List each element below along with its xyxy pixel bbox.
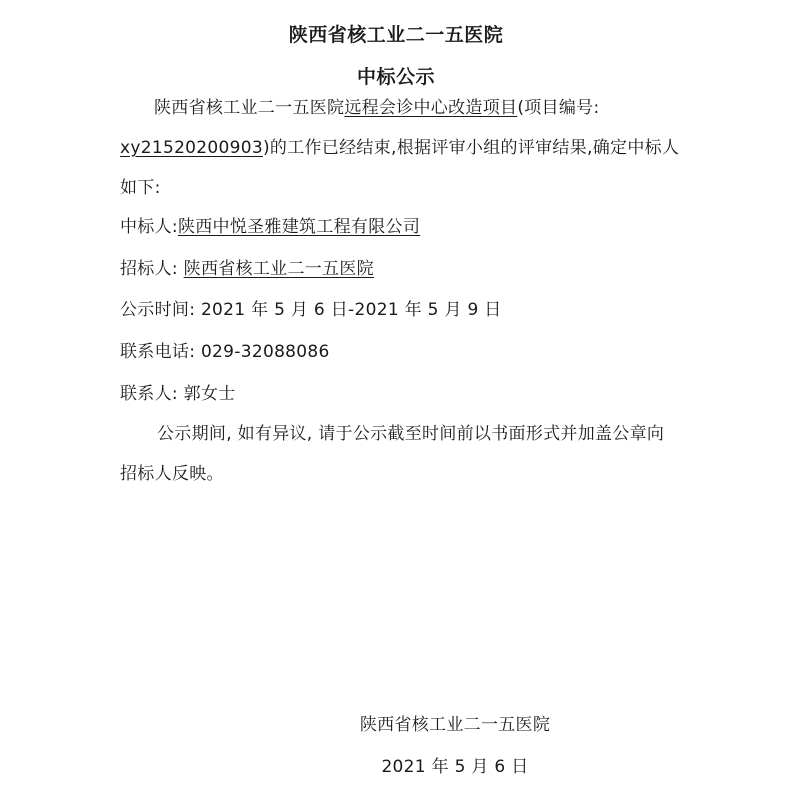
winner-line bbox=[120, 212, 420, 237]
organization-title: 陕西省核工业二一五医院 bbox=[288, 24, 504, 46]
phone-label: 联系电话: bbox=[120, 342, 201, 362]
contact-line bbox=[120, 379, 236, 404]
signature-date: 2021 年 5 月 6 日 bbox=[381, 757, 529, 777]
intro-suffix: )的工作已经结束,根据评审小组的评审结果,确定中标人如下: bbox=[120, 138, 680, 198]
winner-label: 中标人: bbox=[120, 217, 178, 237]
project-number: xy21520200903 bbox=[120, 138, 263, 158]
project-name: 远程会诊中心改造项目 bbox=[344, 98, 518, 118]
phone-value: 029-32088086 bbox=[200, 342, 330, 362]
intro-prefix: 陕西省核工业二一五医院 bbox=[154, 98, 345, 118]
objection-note: 公示期间, 如有异议, 请于公示截至时间前以书面形式并加盖公章向招标人反映。 bbox=[120, 424, 665, 484]
period-line bbox=[120, 295, 502, 320]
intro-mid: (项目编号: bbox=[517, 98, 600, 118]
signature-org: 陕西省核工业二一五医院 bbox=[359, 715, 551, 735]
winner-value: 陕西中悦圣雅建筑工程有限公司 bbox=[177, 217, 421, 237]
notice-title: 中标公示 bbox=[356, 66, 435, 88]
tenderer-label: 招标人: bbox=[120, 259, 184, 279]
period-value: 2021 年 5 月 6 日-2021 年 5 月 9 日 bbox=[200, 300, 502, 320]
contact-value: 郭女士 bbox=[183, 384, 236, 404]
tenderer-value: 陕西省核工业二一五医院 bbox=[183, 259, 374, 279]
tenderer-line bbox=[120, 254, 374, 279]
contact-label: 联系人: bbox=[120, 384, 184, 404]
period-label: 公示时间: bbox=[120, 300, 201, 320]
phone-line bbox=[120, 337, 330, 362]
intro-paragraph bbox=[120, 88, 680, 208]
